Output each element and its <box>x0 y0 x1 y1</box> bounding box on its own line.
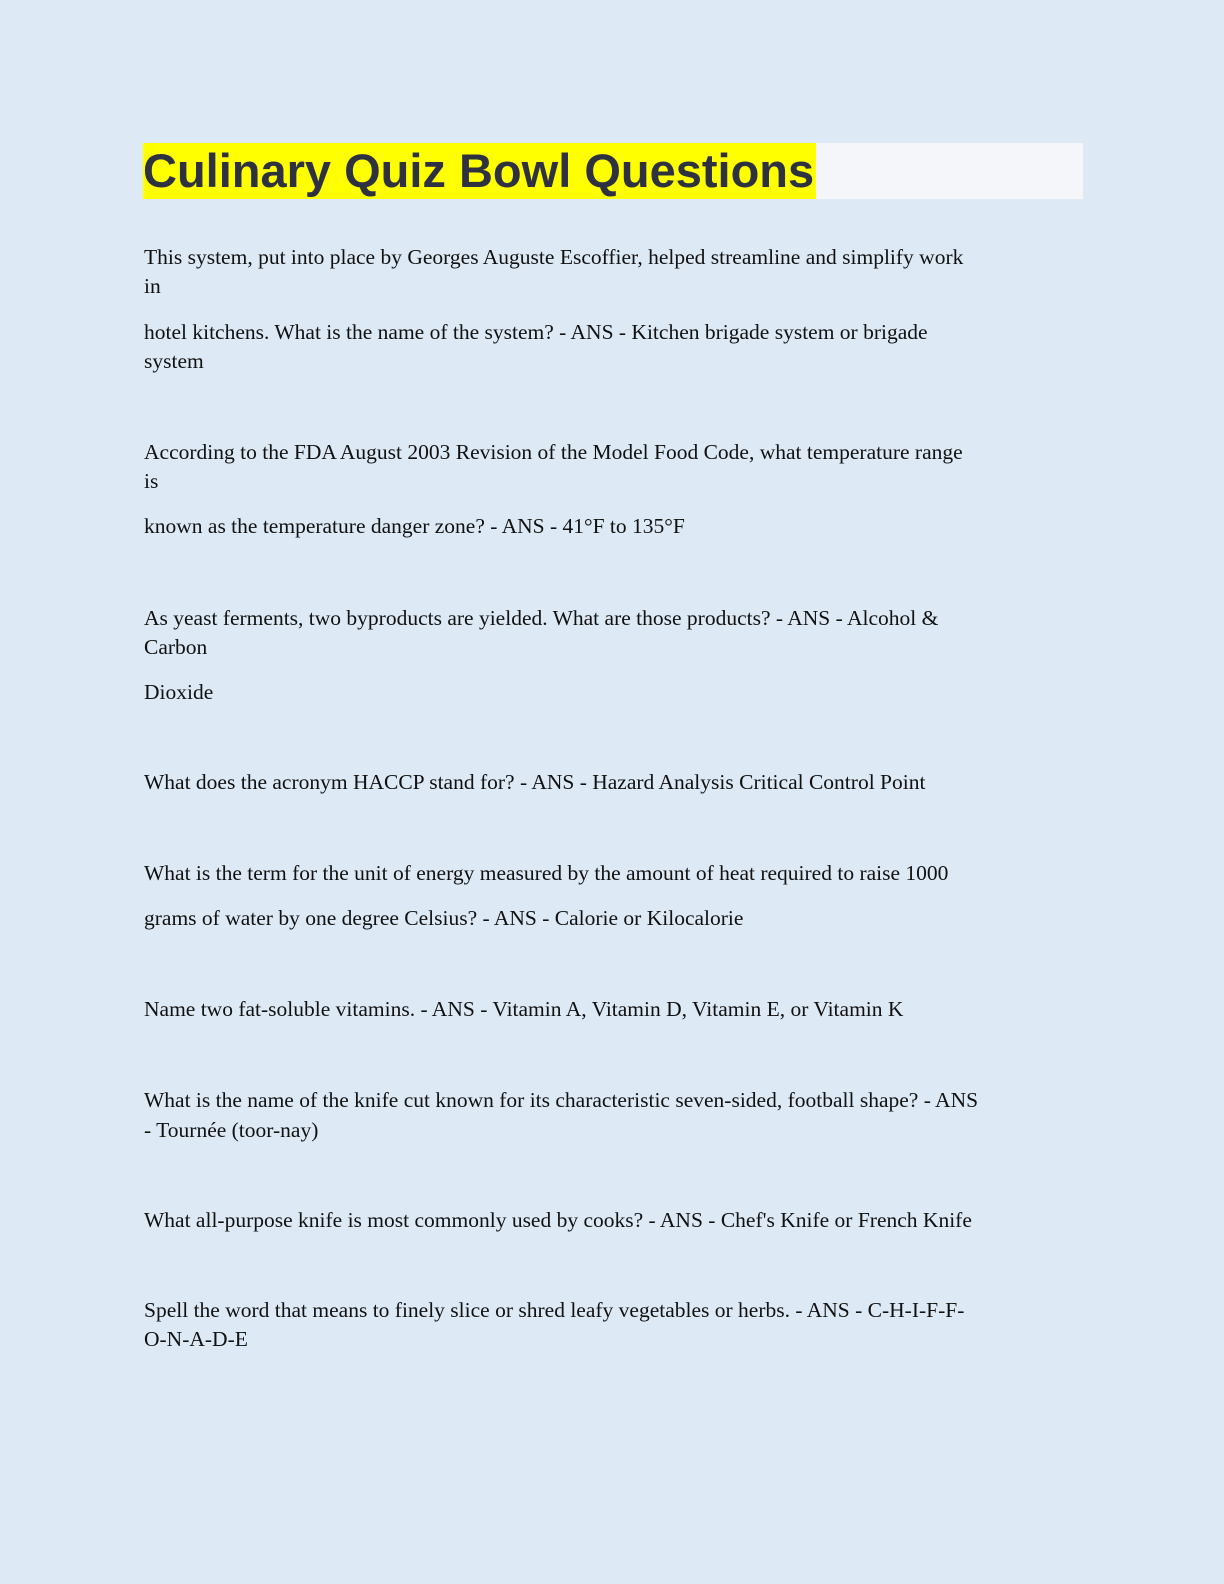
page-title: Culinary Quiz Bowl Questions <box>143 144 815 197</box>
question-line: known as the temperature danger zone? - ANS - 41°F to 135°F <box>144 514 685 538</box>
question-line: What all-purpose knife is most commonly used by cooks? - ANS - Chef's Knife or French Knife <box>144 1208 972 1232</box>
question-line: O-N-A-D-E <box>144 1327 248 1351</box>
question-line: hotel kitchens. What is the name of the system? - ANS - Kitchen brigade system or brigade <box>144 320 928 344</box>
question-line: Carbon <box>144 635 208 659</box>
question-line: - Tournée (toor-nay) <box>144 1118 319 1142</box>
question-line: in <box>144 274 161 298</box>
question-line: Spell the word that means to finely slice or shred leafy vegetables or herbs. - ANS - C-H-I-F-F- <box>144 1298 965 1322</box>
question-line: What is the name of the knife cut known for its characteristic seven-sided, football shape? - ANS <box>144 1088 979 1112</box>
question-line: What is the term for the unit of energy measured by the amount of heat required to raise 1000 <box>144 861 949 885</box>
question-line: Dioxide <box>144 680 214 704</box>
question-line: This system, put into place by Georges Auguste Escoffier, helped streamline and simplify work <box>144 245 964 269</box>
question-line: As yeast ferments, two byproducts are yielded. What are those products? - ANS - Alcohol & <box>144 606 939 630</box>
question-line: is <box>144 469 159 493</box>
question-line: According to the FDA August 2003 Revision of the Model Food Code, what temperature range <box>144 440 963 464</box>
question-line: Name two fat-soluble vitamins. - ANS - Vitamin A, Vitamin D, Vitamin E, or Vitamin K <box>144 997 904 1021</box>
question-line: grams of water by one degree Celsius? - ANS - Calorie or Kilocalorie <box>144 906 744 930</box>
question-line: system <box>144 349 204 373</box>
question-line: What does the acronym HACCP stand for? - ANS - Hazard Analysis Critical Control Point <box>144 770 926 794</box>
